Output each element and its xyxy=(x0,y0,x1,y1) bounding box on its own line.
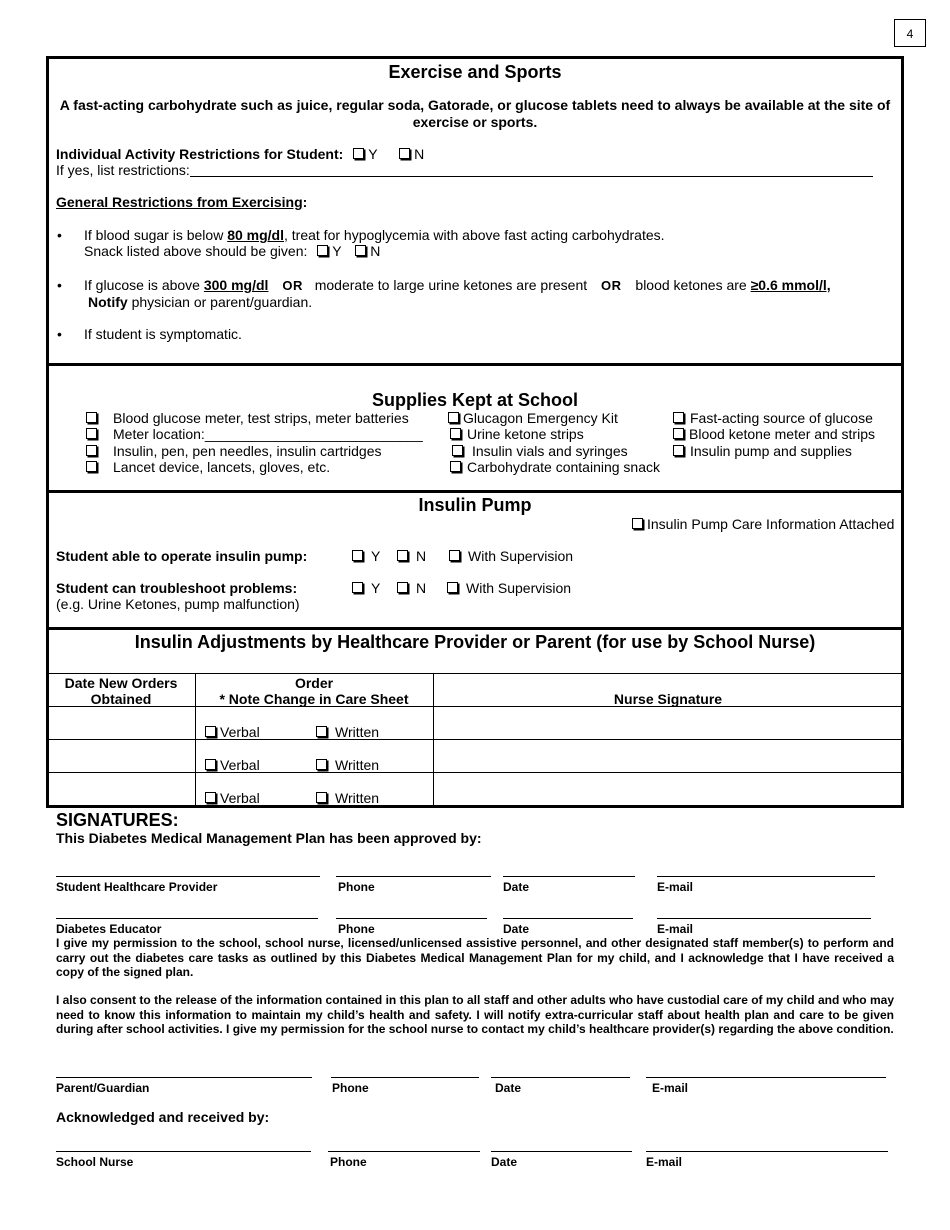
section-divider xyxy=(46,627,904,630)
b2-mid: moderate to large urine ketones are present xyxy=(314,277,588,293)
acknowledged-label: Acknowledged and received by: xyxy=(56,1109,270,1125)
date-label: Date xyxy=(491,1155,518,1169)
written-label: Written xyxy=(335,757,380,773)
snack-yes-checkbox[interactable] xyxy=(317,245,328,256)
operate-supervision[interactable] xyxy=(449,548,573,565)
troubleshoot-sub: (e.g. Urine Ketones, pump malfunction) xyxy=(56,596,300,612)
verbal-option[interactable] xyxy=(205,757,260,774)
b1-pre: If blood sugar is below xyxy=(84,227,228,243)
signature-line[interactable] xyxy=(328,1151,480,1152)
troubleshoot-supervision-checkbox[interactable] xyxy=(447,582,458,593)
bullet-high-glucose xyxy=(84,277,831,294)
supply-checkbox[interactable] xyxy=(450,428,461,439)
notify-label: Notify xyxy=(88,294,128,310)
operate-label: Student able to operate insulin pump: xyxy=(56,548,308,564)
date-label: Date xyxy=(503,880,530,894)
supply-label: Urine ketone strips xyxy=(467,426,584,442)
supply-checkbox[interactable] xyxy=(86,445,97,456)
supervision-label: With Supervision xyxy=(466,580,572,596)
written-checkbox[interactable] xyxy=(316,726,327,737)
written-option[interactable] xyxy=(316,724,379,741)
nurse-label: School Nurse xyxy=(56,1155,134,1169)
supply-item[interactable] xyxy=(86,426,423,443)
restrictions-yes-checkbox[interactable] xyxy=(353,148,364,159)
if-yes-label: If yes, list restrictions: xyxy=(56,162,190,178)
signature-line[interactable] xyxy=(331,1077,479,1078)
phone-label: Phone xyxy=(338,922,375,936)
supply-label: Insulin pump and supplies xyxy=(690,443,852,459)
parent-label: Parent/Guardian xyxy=(56,1081,150,1095)
verbal-label: Verbal xyxy=(220,790,260,806)
supply-checkbox[interactable] xyxy=(673,412,684,423)
or-label: OR xyxy=(601,278,622,293)
written-label: Written xyxy=(335,790,380,806)
supply-item[interactable] xyxy=(448,410,618,427)
phone-label: Phone xyxy=(332,1081,369,1095)
supply-item[interactable] xyxy=(86,443,382,460)
bullet: • xyxy=(57,326,62,342)
supply-checkbox[interactable] xyxy=(452,445,463,456)
signature-line[interactable] xyxy=(503,918,633,919)
operate-yes-checkbox[interactable] xyxy=(352,550,363,561)
adjust-title: Insulin Adjustments by Healthcare Provider or Parent (for use by School Nurse) xyxy=(134,632,816,652)
supply-item[interactable] xyxy=(673,410,873,427)
troubleshoot-no[interactable] xyxy=(397,580,426,597)
written-option[interactable] xyxy=(316,757,379,774)
troubleshoot-no-checkbox[interactable] xyxy=(397,582,408,593)
signatures-title: SIGNATURES: xyxy=(56,810,179,830)
signature-line[interactable] xyxy=(336,876,491,877)
b2-pre: If glucose is above xyxy=(84,277,204,293)
signature-line[interactable] xyxy=(56,1151,311,1152)
restrictions-row xyxy=(56,146,424,163)
phone-label: Phone xyxy=(330,1155,367,1169)
pump-title: Insulin Pump xyxy=(418,495,532,515)
operate-no[interactable] xyxy=(397,548,426,565)
signature-line[interactable] xyxy=(56,918,318,919)
restrictions-label: Individual Activity Restrictions for Student: xyxy=(56,146,344,162)
supply-checkbox[interactable] xyxy=(448,412,459,423)
permission-paragraph: I give my permission to the school, school nurse, licensed/unlicensed assistive personnel, and other designated staff member(s) to perform and carry out the diabetes care tasks as outlined by this Diabetes Medical Management Plan for my child, and I acknowledge that I have received a copy of the signed plan. xyxy=(56,936,894,979)
col-order-header-2: * Note Change in Care Sheet xyxy=(219,691,409,707)
no-label: N xyxy=(414,146,425,162)
consent-paragraph: I also consent to the release of the information contained in this plan to all staff and other adults who have custodial care of my child and who may need to know this information to maintain my child’s health and safety. I will notify extra-curricular staff about health plan and care to be given during after school activities. I give my permission for the school nurse to contact my child’s healthcare provider(s) regarding the above condition. xyxy=(56,993,894,1036)
verbal-option[interactable] xyxy=(205,724,260,741)
page-number: 4 xyxy=(894,19,926,47)
supply-label: Insulin vials and syringes xyxy=(472,443,628,459)
written-label: Written xyxy=(335,724,380,740)
troubleshoot-yes-checkbox[interactable] xyxy=(352,582,363,593)
exercise-intro-1: A fast-acting carbohydrate such as juice, regular soda, Gatorade, or glucose tablets need to always be available at the site of xyxy=(59,97,891,113)
snack-row xyxy=(84,243,380,260)
b1-post: , treat for hypoglycemia with above fast acting carbohydrates. xyxy=(284,227,665,243)
supply-checkbox[interactable] xyxy=(673,428,684,439)
written-option[interactable] xyxy=(316,790,379,807)
supply-label: Blood glucose meter, test strips, meter batteries xyxy=(113,410,409,426)
b2-value2: ≥0.6 mmol/l, xyxy=(750,277,831,293)
date-label: Date xyxy=(495,1081,522,1095)
supply-item[interactable] xyxy=(450,459,660,476)
signature-line[interactable] xyxy=(336,918,487,919)
email-label: E-mail xyxy=(657,880,694,894)
snack-label: Snack listed above should be given: xyxy=(84,243,308,259)
no-label: N xyxy=(416,548,427,564)
yes-label: Y xyxy=(368,146,378,162)
written-checkbox[interactable] xyxy=(316,792,327,803)
troubleshoot-label: Student can troubleshoot problems: xyxy=(56,580,298,596)
col-order-header-1: Order xyxy=(294,675,334,691)
supply-label: Lancet device, lancets, gloves, etc. xyxy=(113,459,331,475)
verbal-checkbox[interactable] xyxy=(205,759,216,770)
b2-value: 300 mg/dl xyxy=(203,277,269,293)
snack-no-checkbox[interactable] xyxy=(355,245,366,256)
operate-no-checkbox[interactable] xyxy=(397,550,408,561)
col-nurse-header: Nurse Signature xyxy=(613,691,723,707)
verbal-checkbox[interactable] xyxy=(205,726,216,737)
pump-care-info[interactable] xyxy=(632,516,894,533)
approved-by: This Diabetes Medical Management Plan has been approved by: xyxy=(56,830,482,846)
supply-label: Blood ketone meter and strips xyxy=(689,426,875,442)
supply-checkbox[interactable] xyxy=(450,461,461,472)
notify-text: physician or parent/guardian. xyxy=(131,294,313,310)
supply-checkbox[interactable] xyxy=(86,461,97,472)
operate-supervision-checkbox[interactable] xyxy=(449,550,460,561)
phone-label: Phone xyxy=(338,880,375,894)
date-label: Date xyxy=(503,922,530,936)
email-label: E-mail xyxy=(652,1081,689,1095)
supply-label: Meter location:____________________________ xyxy=(113,426,423,442)
supervision-label: With Supervision xyxy=(468,548,574,564)
email-label: E-mail xyxy=(646,1155,683,1169)
notify-row xyxy=(88,294,312,311)
provider-label: Student Healthcare Provider xyxy=(56,880,218,894)
written-checkbox[interactable] xyxy=(316,759,327,770)
bullet-symptomatic: If student is symptomatic. xyxy=(84,326,242,342)
signature-line[interactable] xyxy=(491,1077,630,1078)
restrictions-list-row xyxy=(56,162,190,179)
exercise-title: Exercise and Sports xyxy=(388,62,562,82)
yes-label: Y xyxy=(371,580,381,596)
supply-label: Glucagon Emergency Kit xyxy=(463,410,618,426)
restrictions-list-line[interactable] xyxy=(190,176,873,177)
table-rule xyxy=(46,739,904,740)
general-restrictions-heading xyxy=(56,194,307,211)
verbal-label: Verbal xyxy=(220,724,260,740)
operate-yes[interactable] xyxy=(352,548,380,565)
general-restrictions-title: General Restrictions from Exercising xyxy=(56,194,303,210)
table-rule xyxy=(46,673,904,674)
section-divider xyxy=(46,363,904,366)
col-date-header-1: Date New Orders xyxy=(64,675,178,691)
verbal-option[interactable] xyxy=(205,790,260,807)
signature-line[interactable] xyxy=(657,918,871,919)
supply-label: Carbohydrate containing snack xyxy=(467,459,661,475)
signature-line[interactable] xyxy=(56,1077,312,1078)
no-label: N xyxy=(416,580,427,596)
table-rule xyxy=(46,772,904,773)
supplies-title: Supplies Kept at School xyxy=(371,390,579,410)
signature-line[interactable] xyxy=(646,1151,888,1152)
educator-label: Diabetes Educator xyxy=(56,922,162,936)
signature-line[interactable] xyxy=(503,876,635,877)
bullet-low-sugar xyxy=(84,227,665,244)
email-label: E-mail xyxy=(657,922,694,936)
bullet: • xyxy=(57,227,62,243)
signature-line[interactable] xyxy=(56,876,320,877)
supply-checkbox[interactable] xyxy=(86,428,97,439)
signature-line[interactable] xyxy=(657,876,875,877)
supply-item[interactable] xyxy=(450,426,584,443)
supply-label: Insulin, pen, pen needles, insulin cartridges xyxy=(113,443,382,459)
supply-item[interactable] xyxy=(673,426,875,443)
yes-label: Y xyxy=(332,243,342,259)
signature-line[interactable] xyxy=(491,1151,632,1152)
supply-item[interactable] xyxy=(673,443,852,460)
no-label: N xyxy=(370,243,381,259)
or-label: OR xyxy=(282,278,303,293)
col-date-header-2: Obtained xyxy=(90,691,152,707)
supply-item[interactable] xyxy=(86,410,409,427)
pump-care-checkbox[interactable] xyxy=(632,518,643,529)
signature-line[interactable] xyxy=(646,1077,886,1078)
b2-post: blood ketones are xyxy=(635,277,751,293)
troubleshoot-supervision[interactable] xyxy=(447,580,571,597)
supply-label: Fast-acting source of glucose xyxy=(690,410,873,426)
supply-item[interactable] xyxy=(86,459,330,476)
yes-label: Y xyxy=(371,548,381,564)
verbal-checkbox[interactable] xyxy=(205,792,216,803)
b1-value: 80 mg/dl xyxy=(227,227,284,243)
bullet: • xyxy=(57,277,62,293)
troubleshoot-yes[interactable] xyxy=(352,580,380,597)
restrictions-no-checkbox[interactable] xyxy=(399,148,410,159)
section-divider xyxy=(46,490,904,493)
exercise-intro-2: exercise or sports. xyxy=(412,114,538,130)
verbal-label: Verbal xyxy=(220,757,260,773)
colon: : xyxy=(302,194,308,210)
pump-care-label: Insulin Pump Care Information Attached xyxy=(647,516,895,532)
supply-item[interactable] xyxy=(452,443,628,460)
supply-checkbox[interactable] xyxy=(86,412,97,423)
supply-checkbox[interactable] xyxy=(673,445,684,456)
